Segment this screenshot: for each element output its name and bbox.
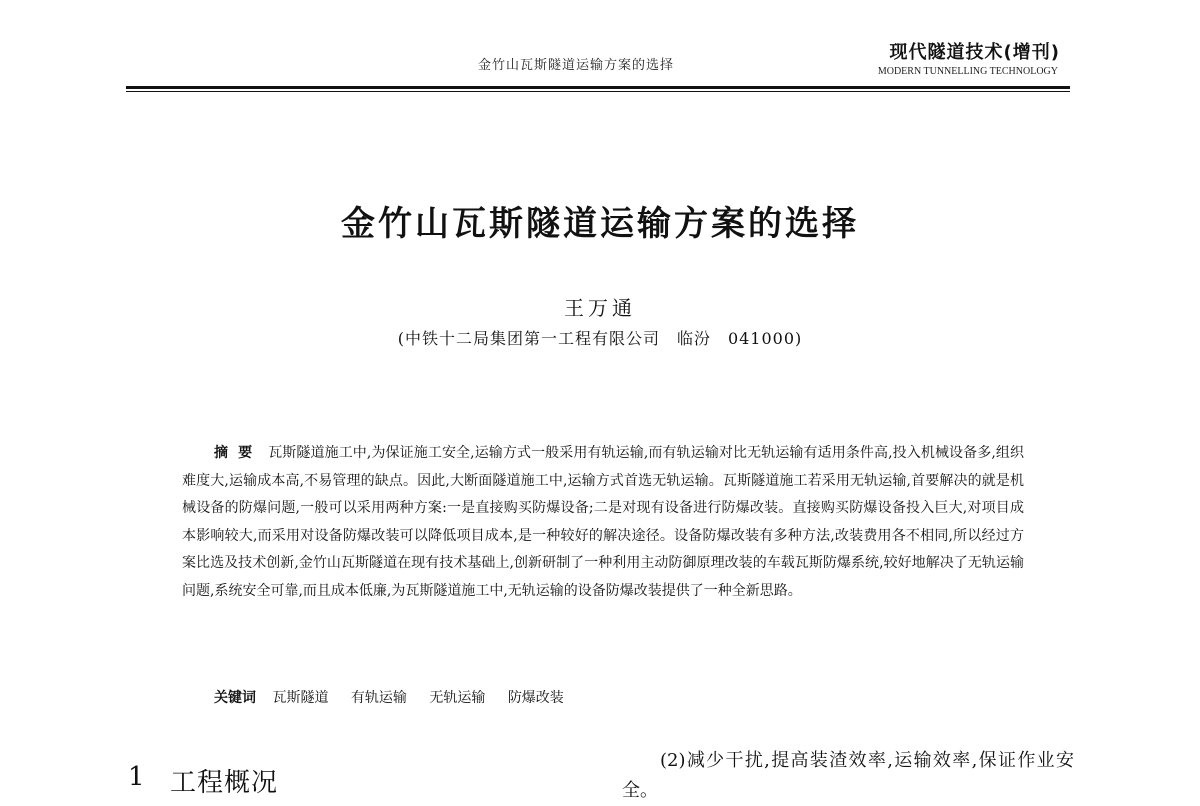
section-number: 1: [128, 762, 145, 792]
right-column-paragraph: [622, 746, 1074, 806]
abstract-text: 瓦斯隧道施工中,为保证施工安全,运输方式一般采用有轨运输,而有轨运输对比无轨运输有适用条件高,投入机械设备多,组织难度大,运输成本高,不易管理的缺点。因此,大断面隧道施工中,运输方式首选无轨运输。瓦斯隧道施工若采用无轨运输,首要解决的就是机械设备的防爆问题,一般可以采用两种方案:一是直接购买防爆设备;二是对现有设备进行防爆改装。直接购买防爆设备投入巨大,对项目成本影响较大,而采用对设备防爆改装可以降低项目成本,是一种较好的解决途径。设备防爆改装有多种方法,改装费用各不相同,所以经过方案比选及技术创新,金竹山瓦斯隧道在现有技术基础上,创新研制了一种利用主动防御原理改装的车载瓦斯防爆系统,较好地解决了无轨运输问题,系统安全可靠,而且成本低廉,为瓦斯隧道施工中,无轨运输的设备防爆改装提供了一种全新思路。: [182, 445, 1025, 599]
abstract-block: [182, 440, 1024, 605]
keywords-block: [214, 686, 582, 710]
section-heading: 工程概况: [170, 768, 279, 798]
keyword-item: 防爆改装: [507, 690, 564, 706]
author-name: 王万通: [564, 296, 636, 320]
keyword-item: 有轨运输: [350, 690, 407, 706]
keyword-item: 无轨运输: [429, 690, 486, 706]
abstract-label: 摘要: [214, 445, 263, 461]
right-column-text: (2)减少干扰,提高装渣效率,运输效率,保证作业安全。: [622, 750, 1074, 801]
running-title: 金竹山瓦斯隧道运输方案的选择: [478, 58, 675, 73]
journal-name-en: MODERN TUNNELLING TECHNOLOGY: [877, 66, 1058, 77]
paper-title: 金竹山瓦斯隧道运输方案的选择: [341, 204, 859, 244]
header-rule-thick: [126, 86, 1070, 89]
keywords-label: 关键词: [214, 690, 256, 706]
author-affiliation: (中铁十二局集团第一工程有限公司 临汾 041000): [397, 329, 803, 348]
keyword-item: 瓦斯隧道: [272, 690, 329, 706]
journal-name-cn: 现代隧道技术(增刊): [889, 42, 1060, 63]
header-rule-thin: [126, 91, 1070, 92]
